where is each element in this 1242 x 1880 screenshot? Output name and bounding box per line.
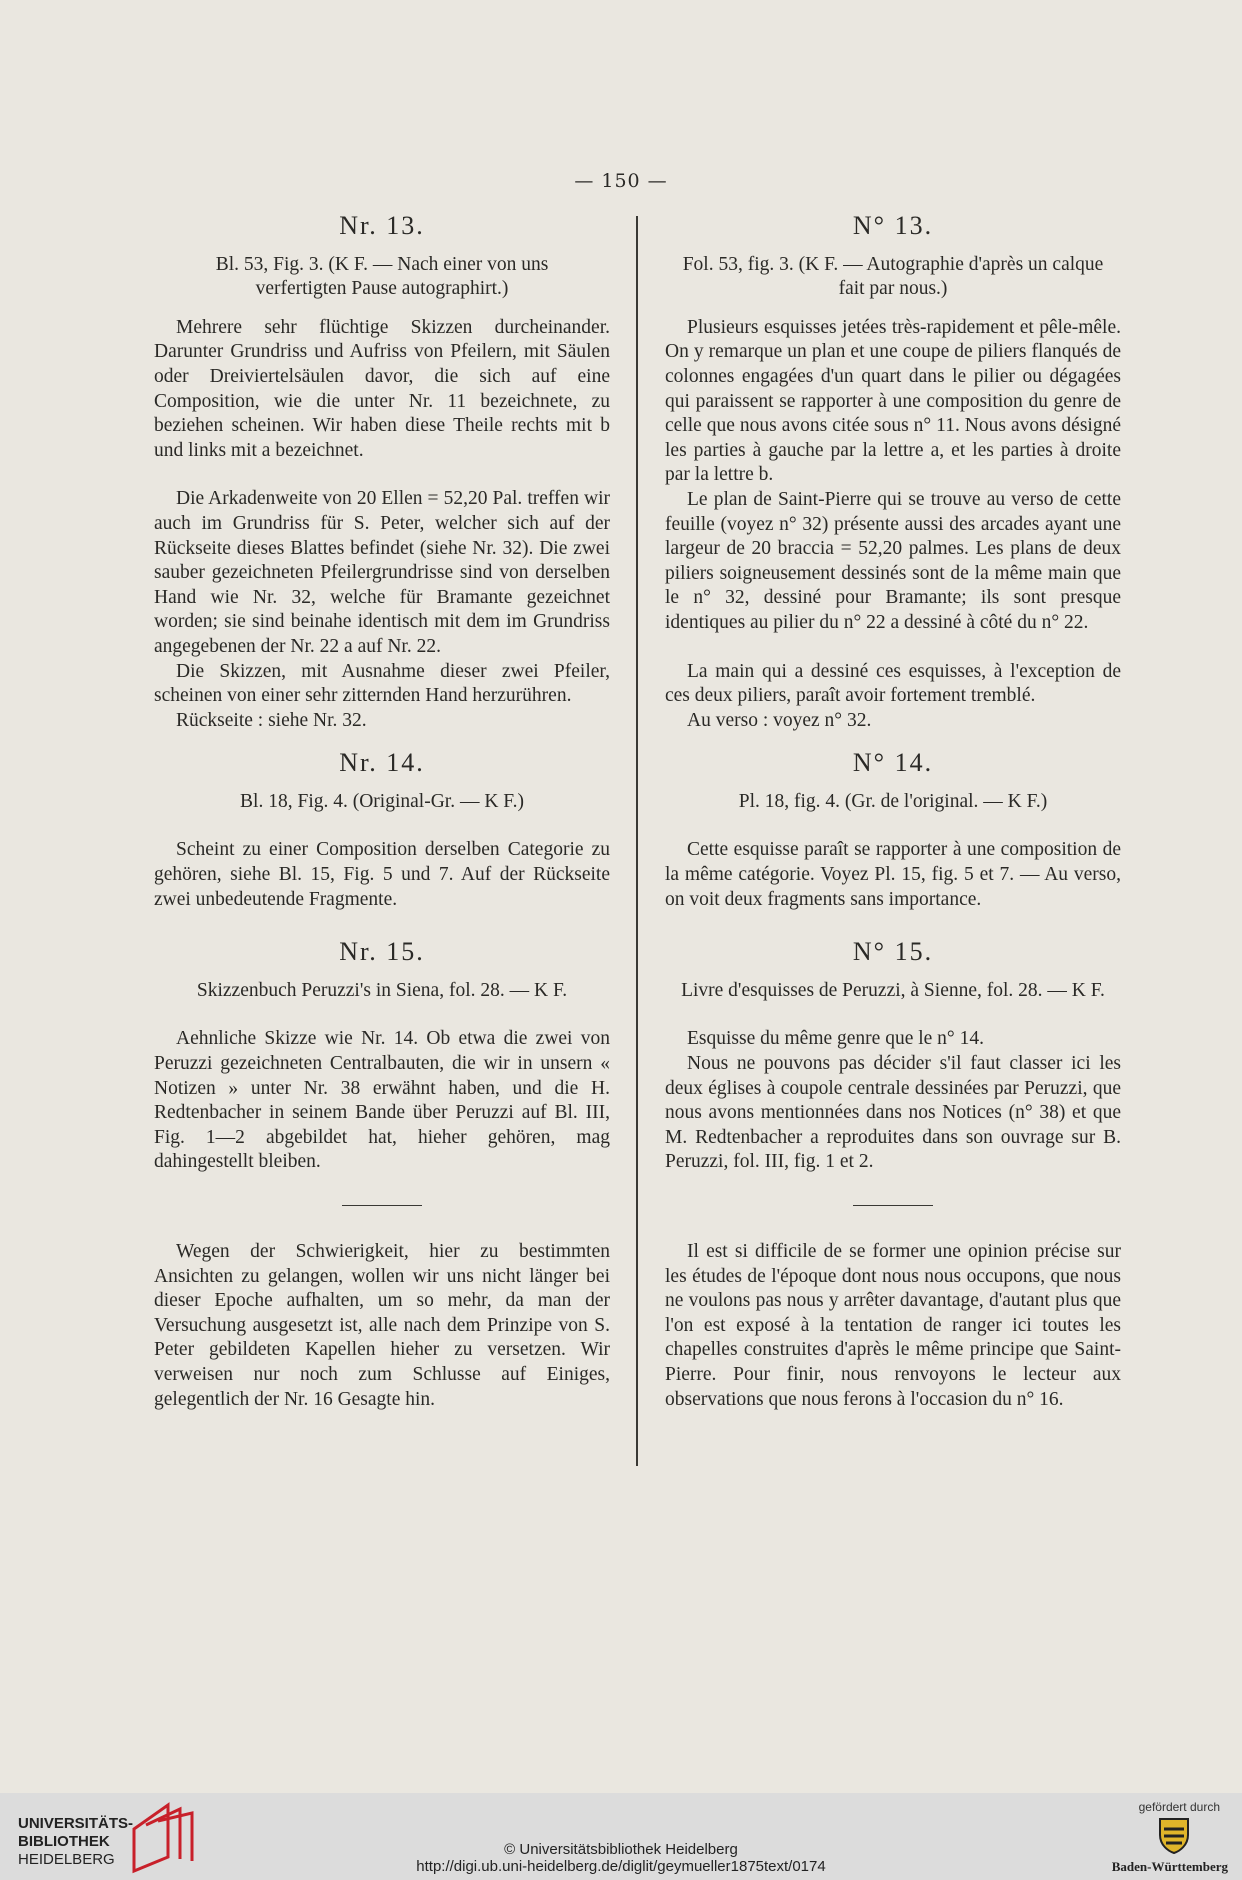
- paragraph: Die Arkadenweite von 20 Ellen = 52,20 Pal. treffen wir auch im Grundriss für S. Peter, welcher sich auf der Rückseite dieses Blattes befindet (siehe Nr. 32). Die zwei sauber gezeichneten Pfeilergrundrisse sind von derselben Hand wie Nr. 32, welche für Bramante gezeichnet worden; sie sind beinahe identisch mit dem im Grundriss angegebenen der Nr. 22 a auf Nr. 22.: [154, 488, 610, 657]
- paragraph: La main qui a dessiné ces esquisses, à l'exception de ces deux piliers, paraît avoir fortement tremblé.: [665, 660, 1121, 707]
- section-rule: [342, 1205, 422, 1206]
- section-heading-fr-13: N° 13.: [852, 211, 934, 240]
- section-meta-fr-14: Pl. 18, fig. 4. (Gr. de l'original. — K F.): [738, 790, 1048, 812]
- paragraph: Esquisse du même genre que le n° 14.: [687, 1028, 984, 1050]
- footer-bar: [0, 1793, 1242, 1880]
- paragraph: Die Skizzen, mit Ausnahme dieser zwei Pfeiler, scheinen von einer sehr zitternden Hand herzurühren.: [154, 660, 610, 707]
- copyright-block: [0, 1841, 1242, 1875]
- column-divider: [636, 216, 638, 1466]
- source-url-link[interactable]: http://digi.ub.uni-heidelberg.de/diglit/geymueller1875text/0174: [416, 1858, 826, 1875]
- paragraph: Cette esquisse paraît se rapporter à une composition de la même catégorie. Voyez Pl. 15, fig. 5 et 7. — Au verso, on voit deux fragments sans importance.: [665, 839, 1121, 910]
- paragraph: Nous ne pouvons pas décider s'il faut classer ici les deux églises à coupole centrale dessinées par Peruzzi, que nous avons mentionnées dans nos Notices (n° 38) et que M. Redtenbacher a reproduites dans son ouvrage sur B. Peruzzi, fol. III, fig. 1 et 2.: [665, 1053, 1121, 1173]
- german-column: [154, 210, 610, 1412]
- sponsor-name: Baden-Württemberg: [1111, 1859, 1228, 1874]
- section-meta-de-13: Bl. 53, Fig. 3. (K F. — Nach einer von uns verfertigten Pause autographirt.): [215, 253, 549, 300]
- section-heading-fr-14: N° 14.: [852, 748, 934, 778]
- paragraph: Le plan de Saint-Pierre qui se trouve au verso de cette feuille (voyez n° 32) présente aussi des arcades ayant une largeur de 20 braccia = 52,20 palmes. Les plans de deux piliers soigneusement dessinés sont de la même main que le n° 32, dessiné pour Bramante; ils sont presque identiques au pilier du n° 22 a dessiné à côté du n° 22.: [665, 488, 1121, 633]
- copyright-text: © Universitätsbibliothek Heidelberg: [504, 1841, 738, 1858]
- section-heading-fr-15: N° 15.: [852, 937, 934, 967]
- library-name-line: UNIVERSITÄTS-: [18, 1815, 134, 1832]
- library-name-line: BIBLIOTHEK: [18, 1833, 110, 1850]
- section-heading-de-14: Nr. 14.: [339, 748, 425, 778]
- section-meta-fr-15: Livre d'esquisses de Peruzzi, à Sienne, fol. 28. — K F.: [681, 979, 1105, 1001]
- section-heading-de-15: Nr. 15.: [339, 937, 425, 967]
- page-number: — 150 —: [574, 170, 668, 192]
- section-meta-de-15: Skizzenbuch Peruzzi's in Siena, fol. 28. — K F.: [196, 979, 568, 1001]
- state-crest-icon: [1154, 1815, 1194, 1855]
- section-rule: [853, 1205, 933, 1206]
- closing-paragraph: Wegen der Schwierigkeit, hier zu bestimmten Ansichten zu gelangen, wollen wir uns nicht länger bei dieser Epoche aufhalten, um so mehr, da man der Versuchung ausgesetzt ist, alle nach dem Prinzipe von S. Peter gebildeten Kapellen hieher zu versetzen. Wir verweisen nur noch zum Schlusse auf Einiges, gelegentlich der Nr. 16 Gesagte hin.: [154, 1241, 610, 1410]
- section-meta-fr-13: Fol. 53, fig. 3. (K F. — Autographie d'après un calque fait par nous.): [682, 253, 1104, 300]
- section-heading-de-13: Nr. 13.: [339, 211, 425, 240]
- paragraph: Plusieurs esquisses jetées très-rapidement et pêle-mêle. On y remarque un plan et une coupe de piliers flanqués de colonnes engagées d'un quart dans le pilier ou dégagées qui paraissent se rapporter à une composition du genre de celle que nous avons citée sous n° 11. Nous avons désigné les parties à gauche par la lettre a, et les parties à droite par la lettre b.: [665, 316, 1121, 486]
- paragraph: Mehrere sehr flüchtige Skizzen durcheinander. Darunter Grundriss und Aufriss von Pfeilern, mit Säulen oder Dreiviertelsäulen davor, die sich auf eine Composition, wie die unter Nr. 11 bezeichnete, zu beziehen scheinen. Wir haben diese Theile rechts mit b und links mit a bezeichnet.: [154, 316, 610, 461]
- closing-paragraph: Il est si difficile de se former une opinion précise sur les études de l'époque dont nous nous occupons, que nous ne voulons pas nous y arrêter davantage, d'autant plus que l'on est exposé à la tentation de ranger ici toutes les chapelles construites d'après le même principe que Saint-Pierre. Pour finir, nous renvoyons le lecteur aux observations que nous ferons à l'occasion du n° 16.: [665, 1241, 1121, 1410]
- paragraph: Scheint zu einer Composition derselben Categorie zu gehören, siehe Bl. 15, Fig. 5 und 7. Auf der Rückseite zwei unbedeutende Fragmente.: [154, 839, 610, 910]
- paragraph: Aehnliche Skizze wie Nr. 14. Ob etwa die zwei von Peruzzi gezeichneten Centralbauten, die wir in unsern « Notizen » unter Nr. 38 erwähnt haben, und die H. Redtenbacher in seinem Bande über Peruzzi auf Bl. III, Fig. 1—2 abgebildet hat, hieher gehören, mag dahingestellt bleiben.: [154, 1028, 610, 1173]
- paragraph: Rückseite : siehe Nr. 32.: [176, 709, 367, 731]
- french-column: [665, 210, 1121, 1412]
- section-meta-de-14: Bl. 18, Fig. 4. (Original-Gr. — K F.): [240, 790, 524, 812]
- paragraph: Au verso : voyez n° 32.: [687, 709, 872, 731]
- sponsor-label: gefördert durch: [1138, 1800, 1220, 1814]
- library-name-line: HEIDELBERG: [18, 1851, 115, 1868]
